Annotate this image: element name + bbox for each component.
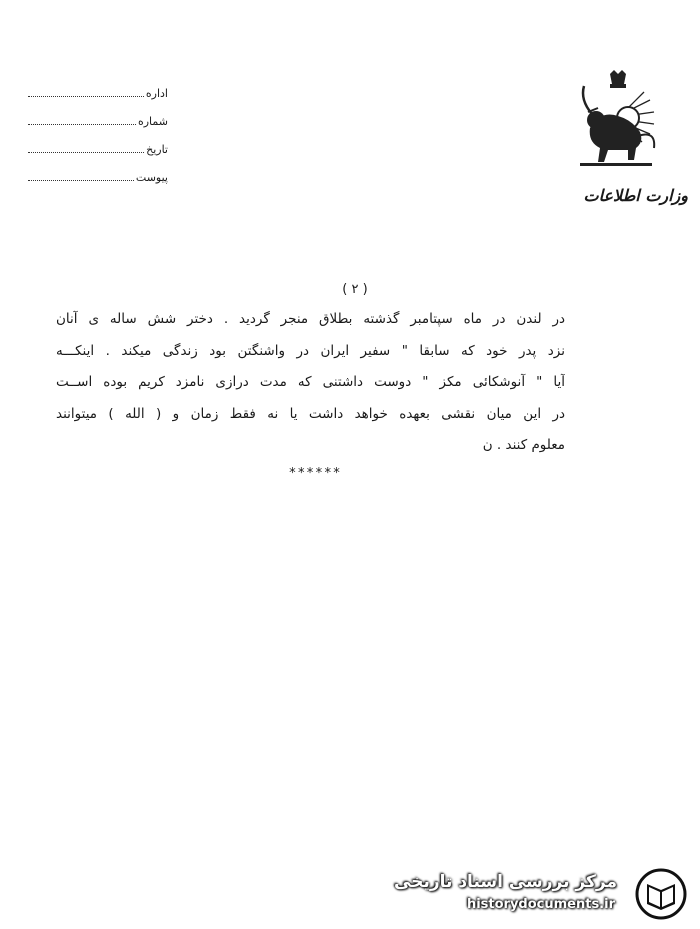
document-body [56,304,565,462]
field-number-label: شماره [137,115,168,128]
field-office [28,80,168,108]
field-office-blank [28,95,144,97]
field-number-blank [28,123,136,125]
ministry-name: وزارت اطلاعات [583,186,688,205]
watermark-url: historydocuments.ir [466,897,615,912]
body-line: در لندن در ماه سپتامبر گذشته بطلاق منجر گردید . دختر شش ساله ی آنان [56,311,565,327]
body-line: آیا " آنوشکائی مکز " دوست داشتنی که مدت درازی نامزد کریم بوده اســت [56,374,565,390]
field-number [28,108,168,136]
body-line: نزد پدر خود که سابقا " سفیر ایران در واشنگتن بود زندگی میکند . اینکـــه [56,342,565,359]
field-attachment-blank [28,179,134,181]
field-date-label: تاریخ [146,143,168,156]
page-number: ( ٢ ) [342,282,368,297]
letterhead-fields [28,80,168,192]
separator: ****** [288,466,342,481]
field-attachment [28,164,168,192]
field-attachment-label: پیوست [135,171,168,184]
body-line: معلوم کنند . ن [482,437,565,453]
book-logo-icon [633,868,689,920]
field-date-blank [28,151,144,153]
field-date [28,136,168,164]
watermark [394,864,695,924]
body-line: در این میان نقشی بعهده خواهد داشت یا نه فقط زمان و ( الله ) میتوانند [56,405,565,422]
field-office-label: اداره [145,87,168,100]
watermark-title: مرکز بررسی اسناد تاریخی [394,872,617,892]
lion-and-sun-emblem-icon [570,70,665,170]
